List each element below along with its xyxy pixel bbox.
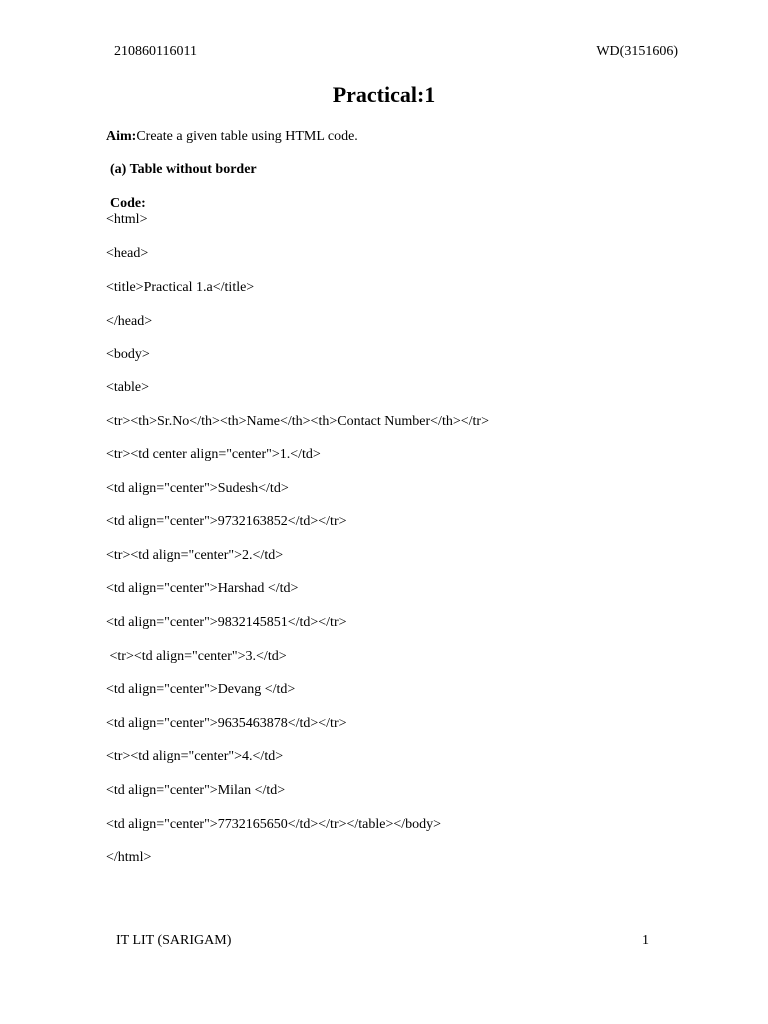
code-line: <td align="center">9635463878</td></tr> xyxy=(106,716,347,731)
code-line: <td align="center">9832145851</td></tr> xyxy=(106,615,347,630)
code-line: <tr><td align="center">3.</td> xyxy=(106,649,287,664)
aim-statement xyxy=(106,129,358,145)
code-line: <tr><td align="center">4.</td> xyxy=(106,749,284,764)
code-line: <title>Practical 1.a</title> xyxy=(106,280,255,295)
footer-institute: IT LIT (SARIGAM) xyxy=(116,933,232,948)
code-line: <td align="center">Harshad </td> xyxy=(106,581,299,596)
code-line: <tr><td center align="center">1.</td> xyxy=(106,447,321,462)
code-line: <td align="center">Milan </td> xyxy=(106,783,286,798)
code-line: <body> xyxy=(106,347,150,362)
code-line: <tr><th>Sr.No</th><th>Name</th><th>Contact Number</th></tr> xyxy=(106,414,489,429)
code-label: Code: xyxy=(110,196,146,211)
header-enrollment-number: 210860116011 xyxy=(114,44,197,59)
header-subject-code: WD(3151606) xyxy=(596,44,678,59)
code-line: </head> xyxy=(106,314,153,329)
aim-label: Aim: xyxy=(106,129,137,144)
code-line: <html> xyxy=(106,212,148,227)
code-line: <tr><td align="center">2.</td> xyxy=(106,548,284,563)
code-line: <head> xyxy=(106,246,149,261)
code-line: <table> xyxy=(106,380,149,395)
aim-text: Create a given table using HTML code. xyxy=(136,129,358,144)
code-line: <td align="center">Devang </td> xyxy=(106,682,296,697)
code-line: </html> xyxy=(106,850,152,865)
code-line: <td align="center">9732163852</td></tr> xyxy=(106,514,347,529)
code-line: <td align="center">7732165650</td></tr></table></body> xyxy=(106,817,442,832)
code-line: <td align="center">Sudesh</td> xyxy=(106,481,289,496)
page-title: Practical:1 xyxy=(332,82,436,107)
section-subheading: (a) Table without border xyxy=(110,162,257,177)
page-number: 1 xyxy=(642,933,649,948)
